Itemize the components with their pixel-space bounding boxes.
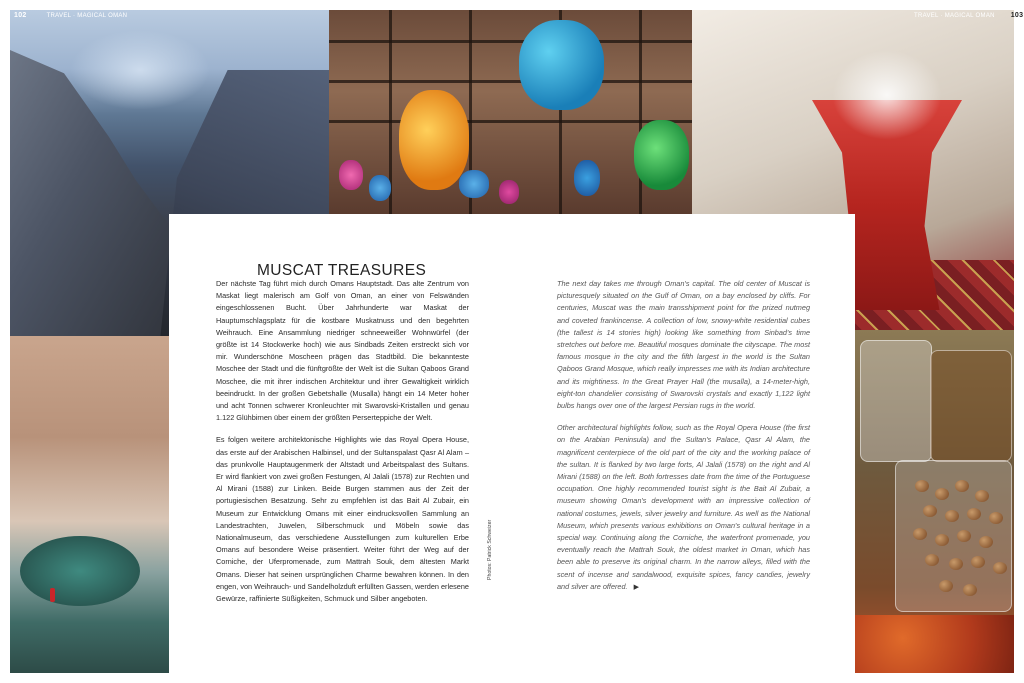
hanging-lanterns-photo xyxy=(329,10,692,214)
end-triangle-icon: ▶ xyxy=(633,583,639,591)
lattice-bar xyxy=(329,40,692,43)
lattice-bar xyxy=(329,120,692,123)
nutmeg xyxy=(935,534,949,546)
article-title: MUSCAT TREASURES xyxy=(257,262,427,280)
nutmeg xyxy=(979,536,993,548)
english-column xyxy=(557,278,810,604)
canyon-pool xyxy=(20,536,140,606)
orange-lantern xyxy=(399,90,469,190)
photo-credit: Photos: Patrick Schweizer xyxy=(487,519,493,580)
folio-right xyxy=(914,12,1023,19)
small-blue-lantern xyxy=(574,160,600,196)
nutmeg xyxy=(915,480,929,492)
incense-smoke xyxy=(832,50,942,140)
nutmeg xyxy=(935,488,949,500)
nutmeg xyxy=(949,558,963,570)
page-number-right: 103 xyxy=(1010,12,1024,19)
spice-bag xyxy=(930,350,1012,462)
english-paragraph-1: The next day takes me through Oman's capital. The old center of Muscat is picturesquely situated on the Gulf of Oman, on a bay enclosed by cliffs. For centuries, Muscat was the main transshipment point for the prized nutmeg and coveted frankincense. A collection of low, snowy-white residential cubes (the tallest is 14 stories high) looking like something from Sinbad's time stretches out before me. Beautiful mosques dominate the cityscape. The most famous mosque in the city and the fifth largest in the world is the Sultan Qaboos Grand Mosque, which really impresses me with its Indian architecture and its mightiness. In the Great Prayer Hall (the musalla), a 14-meter-high, eight-ton chandelier consisting of Swarovski crystals and exactly 1,122 light bulbs hangs over one of the largest Persian rugs in the world. xyxy=(557,279,810,411)
spice-market-photo xyxy=(855,330,1014,673)
pink-lantern xyxy=(499,180,519,204)
page-number-left: 102 xyxy=(14,12,27,19)
english-paragraph-2: Other architectural highlights follow, such as the Royal Opera House (the first on the Arabian Peninsula) and the Sultan's Palace, Qasr Al Alam, the magnificent centerpiece of the old part of the city and the working palace of the sultan. It is flanked by two large forts, Al Jalali (1578) on the right and Al Mirani (1588) on the left. Both fortresses date from the time of the Portuguese occupation. One highly recommended tourist sight is the Bait Al Zubair, a museum showing Oman's development with an impressive collection of national costumes, jewels, silver jewelry and furniture. As well as the National Museum, which presents various exhibitions on Oman's cultural heritage in a special way. Continuing along the Corniche, the waterfront promenade, you eventually reach the Mattrah Souk, the oldest market in Oman, which has been able to preserve its original charm. In the narrow alleys, filled with the scent of incense and sandalwood, exquisite spices, fancy candies, jewelry and silver are offered. xyxy=(557,423,810,591)
folio-section-left: TRAVEL · MAGICAL OMAN xyxy=(46,13,128,19)
folio-left xyxy=(14,12,127,19)
wadi-canyon-photo xyxy=(10,336,169,673)
lattice-bar xyxy=(329,80,692,83)
german-column xyxy=(216,278,469,615)
nutmeg xyxy=(955,480,969,492)
lattice-bar xyxy=(639,10,642,214)
nutmeg xyxy=(963,584,977,596)
nutmeg xyxy=(967,508,981,520)
pink-lantern xyxy=(339,160,363,190)
nutmeg xyxy=(945,510,959,522)
nutmeg xyxy=(993,562,1007,574)
small-blue-lantern xyxy=(459,170,489,198)
german-paragraph-2: Es folgen weitere architektonische Highlights wie das Royal Opera House, das erste auf der Arabischen Halbinsel, und der Sultanspalast Qasr Al Alam – das prunkvolle Hauptaugenmerk der Altstadt und Arbeitspalast des Sultans. Er wird flankiert von zwei großen Festungen, Al Jalali (1578) zur Rechten und Al Mirani (1588) zur Linken. Beide Burgen stammen aus der Zeit der portugiesischen Besatzung. Sehr zu empfehlen ist das Bait Al Zubair, ein Museum zur Entwicklung Omans mit einer eindrucksvollen Sammlung an Landestrachten, Juwelen, Silberschmuck und Möbeln sowie das Nationalmuseum, das verschiedene Ausstellungen zum kulturellen Erbe Omans auf besondere Weise präsentiert. Weiter führt der Weg auf der Corniche, der Uferpromenade, zum Mattrah Souk, dem ältesten Markt Omans. Dieser hat seinen ursprünglichen Charme bewahren können. In den engen, von Weihrauch- und Sandelholzduft erfüllten Gassen, werden erlesene Gewürze, raffinierte Süßigkeiten, Schmuck und Silber angeboten. xyxy=(216,435,469,604)
german-paragraph-1: Der nächste Tag führt mich durch Omans Hauptstadt. Das alte Zentrum von Maskat liegt malerisch am Golf von Oman, an einer von Felswänden eingeschlossenen Bucht. Über Jahrhunderte war Maskat der Hauptumschlagsplatz für die kostbare Muskatnuss und den begehrten Weihrauch. Eine Ansammlung niedriger schneeweißer Wohnwürfel (der größte ist 14 Stockwerke hoch) wie aus Sindbads Zeiten erstreckt sich vor mir. Wunderschöne Moscheen prägen das Stadtbild. Die bekannteste Moschee der Stadt und die fünftgrößte der Welt ist die Sultan Qaboos Grand Moschee, die mit ihrer indischen Architektur und ihrer Gewaltigkeit wirklich beeindruckt. In der großen Gebetshalle (Musalla) hängt ein 14 Meter hoher und acht Tonnen schwerer Kronleuchter mit Swarovski-Kristallen und genau 1.122 Glühbirnen über einem der größten Perserteppiche der Welt. xyxy=(216,279,469,423)
nutmeg xyxy=(957,530,971,542)
nutmeg xyxy=(975,490,989,502)
chili-powder xyxy=(855,615,1014,673)
nutmeg xyxy=(939,580,953,592)
spice-bag xyxy=(860,340,932,462)
english-paragraph-2-wrap xyxy=(557,422,810,594)
nutmeg xyxy=(989,512,1003,524)
nutmeg xyxy=(971,556,985,568)
nutmeg xyxy=(923,505,937,517)
hiker-figure xyxy=(50,588,55,602)
small-blue-lantern xyxy=(369,175,391,201)
nutmeg xyxy=(925,554,939,566)
mountain-haze xyxy=(70,30,210,110)
blue-lantern xyxy=(519,20,604,110)
nutmeg xyxy=(913,528,927,540)
green-lantern xyxy=(634,120,689,190)
folio-section-right: TRAVEL · MAGICAL OMAN xyxy=(914,13,995,19)
